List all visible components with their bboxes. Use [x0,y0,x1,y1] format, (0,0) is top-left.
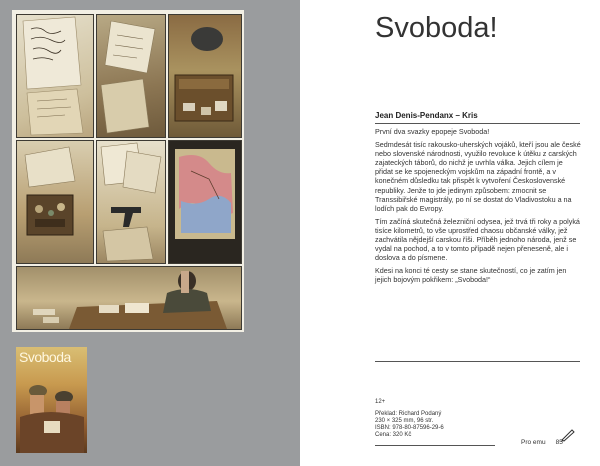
isbn: ISBN: 978-80-87596-29-6 [375,425,444,431]
comic-panel-pistol [96,140,166,264]
comic-panel-desk [16,266,242,330]
comic-panel-map [168,140,242,264]
comic-panel-box [16,140,94,264]
desk-illustration [17,267,241,329]
divider [375,123,580,124]
dimensions: 230 × 325 mm, 96 str. [375,418,434,424]
right-page [300,0,600,466]
page-footer [521,439,563,446]
paragraph: Kdesi na konci té cesty se stane skutečností, co je zatím jen jejich bojovým pokřikem: „Svoboda!“ [375,266,567,285]
book-info [375,411,444,439]
comic-panel-papers [96,14,166,138]
paragraph: Sedmdesát tisíc rakousko-uherských vojáků, kteří jsou ale české nebo slovenské národnosti, využilo revoluce k útěku z carských zajateckých táborů, do nichž je uvrhla válka. Jejich cílem je přidat se ke spojeneckým vojskům na západní frontě, a v konečném důsledku tak přispět k vytvoření Československé republiky. Jenže to jde jedinym způsobem: zmocnit se Transsibiřské magistrály, po ní se dostat do Vladivostoku a na lodích pak do Evropy. [375,140,581,213]
divider [375,361,580,362]
comic-panel-letter [16,14,94,138]
crate-illustration [169,15,241,137]
translator: Překlad: Richard Podaný [375,411,442,417]
price: Cena: 320 Kč [375,432,412,438]
cover-title: Svoboda [19,349,71,365]
letter-illustration [17,15,93,137]
map-illustration [169,141,241,263]
page-number: 85 [555,439,563,446]
description [375,127,582,289]
paragraph: První dva svazky epopeje Svoboda! [375,127,490,136]
pistol-illustration [97,141,165,263]
cover-illustration [16,347,87,453]
publisher-label: Pro emu [521,439,546,446]
age-rating: 12+ [375,399,386,405]
divider [375,445,495,446]
paragraph: Tím začíná skutečná železniční odysea, jež trvá tři roky a polyká tisíce kilometrů, to vše uprostřed chaosu občanské války, jež zachvátila nějdejší carskou říši. Příběh jednoho národa, jenž se vydal na pochod, a to v tomto případě nejen přeneseně, ale i doslova a do písmene. [375,216,580,263]
book-cover [16,347,87,453]
comic-panel-crate [168,14,242,138]
book-title: Svoboda! [375,12,498,44]
box-illustration [17,141,93,263]
comic-page-image [12,10,244,332]
papers-illustration [97,15,165,137]
authors: Jean Denis-Pendanx – Kris [375,111,478,120]
